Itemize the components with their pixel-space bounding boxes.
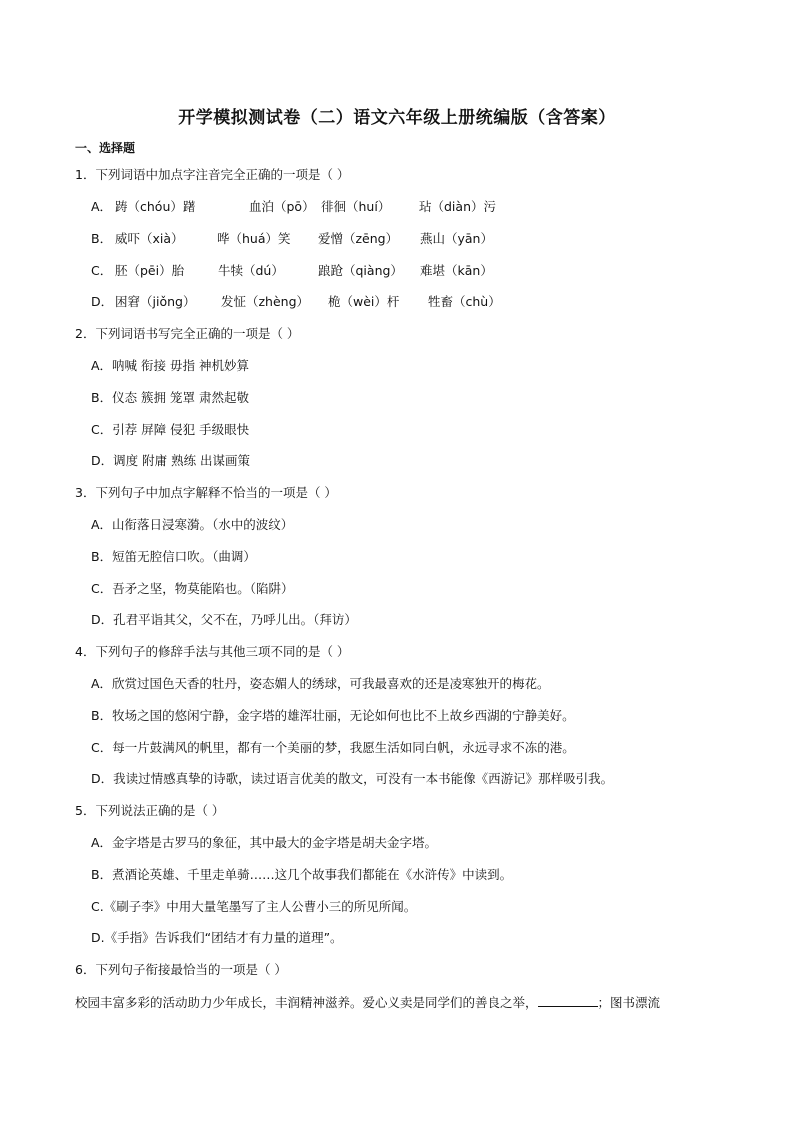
question-5-option-c: C.《刷子李》中用大量笔墨写了主人公曹小三的所见所闻。: [91, 899, 417, 914]
option-label: A．: [91, 199, 113, 214]
question-3-option-d: D．孔君平诣其父，父不在，乃呼儿出。（拜访）: [91, 612, 357, 627]
question-3-option-c: C．吾矛之坚，物莫能陷也。（陷阱）: [91, 581, 294, 596]
question-2-stem: 2．下列词语书写完全正确的一项是（ ）: [75, 326, 300, 341]
passage-text-before: 校园丰富多彩的活动助力少年成长，丰润精神滋养。爱心义卖是同学们的善良之举，: [75, 995, 538, 1010]
question-5-stem: 5．下列说法正确的是（ ）: [75, 803, 225, 818]
option-word: 爱憎（zēng）: [318, 231, 399, 246]
option-word: 燕山（yān）: [420, 231, 493, 246]
question-4-stem: 4．下列句子的修辞手法与其他三项不同的是（ ）: [75, 644, 350, 659]
question-4-option-a: A．欣赏过国色天香的牡丹，姿态媚人的绣球，可我最喜欢的还是凌寒独开的梅花。: [91, 676, 550, 691]
question-5-option-a: A．金字塔是古罗马的象征，其中最大的金字塔是胡夫金字塔。: [91, 835, 438, 850]
document-title: 开学模拟测试卷（二）语文六年级上册统编版（含答案）: [178, 108, 616, 128]
option-word: 血泊（pō）: [249, 199, 315, 214]
option-word: 哗（huá）笑: [217, 231, 291, 246]
question-6-passage: [75, 994, 660, 1011]
option-word: 牲畜（chù）: [428, 294, 501, 309]
section-heading: 一、选择题: [75, 141, 136, 155]
option-word: 牛犊（dú）: [218, 263, 284, 278]
passage-text-after: ；图书漂流: [597, 995, 661, 1010]
question-5-option-b: B．煮酒论英雄、千里走单骑……这几个故事我们都能在《水浒传》中读到。: [91, 867, 513, 882]
question-2-option-b: B．仪态 簇拥 笼罩 肃然起敬: [91, 390, 249, 405]
option-label: C．: [91, 263, 113, 278]
question-2-option-a: A．呐喊 衔接 毋指 神机妙算: [91, 358, 249, 373]
option-label: B．: [91, 231, 113, 246]
question-2-option-c: C．引荐 屏障 侵犯 手级眼快: [91, 422, 250, 437]
option-word: 难堪（kān）: [420, 263, 493, 278]
question-3-option-a: A．山衔落日浸寒漪。（水中的波纹）: [91, 517, 294, 532]
question-2-option-d: D．调度 附庸 熟练 出谋画策: [91, 453, 251, 468]
question-4-option-d: D．我读过情感真挚的诗歌，读过语言优美的散文，可没有一本书能像《西游记》那样吸引我。: [91, 771, 614, 786]
question-4-option-c: C．每一片鼓满风的帆里，都有一个美丽的梦，我愿生活如同白帆，永远寻求不冻的港。: [91, 740, 575, 755]
answer-blank: [538, 994, 598, 1007]
question-5-option-d: D.《手指》告诉我们“团结才有力量的道理”。: [91, 930, 343, 945]
option-word: 玷（diàn）污: [419, 199, 496, 214]
option-word: 桅（wèi）杆: [328, 294, 400, 309]
option-word: 徘徊（huí）: [321, 199, 391, 214]
question-1-stem: 1．下列词语中加点字注音完全正确的一项是（ ）: [75, 167, 350, 182]
option-word: 踌（chóu）躇: [115, 199, 196, 214]
option-label: D．: [91, 294, 114, 309]
option-word: 踉跄（qiàng）: [318, 263, 403, 278]
question-3-stem: 3．下列句子中加点字解释不恰当的一项是（ ）: [75, 485, 337, 500]
question-3-option-b: B．短笛无腔信口吹。（曲调）: [91, 549, 256, 564]
option-word: 发怔（zhèng）: [221, 294, 310, 309]
question-4-option-b: B．牧场之国的悠闲宁静，金字塔的雄浑壮丽，无论如何也比不上故乡西湖的宁静美好。: [91, 708, 575, 723]
option-word: 困窘（jiǒng）: [115, 294, 196, 309]
option-word: 胚（pēi）胎: [115, 263, 185, 278]
option-word: 威吓（xià）: [115, 231, 184, 246]
question-6-stem: 6．下列句子衔接最恰当的一项是（ ）: [75, 962, 287, 977]
